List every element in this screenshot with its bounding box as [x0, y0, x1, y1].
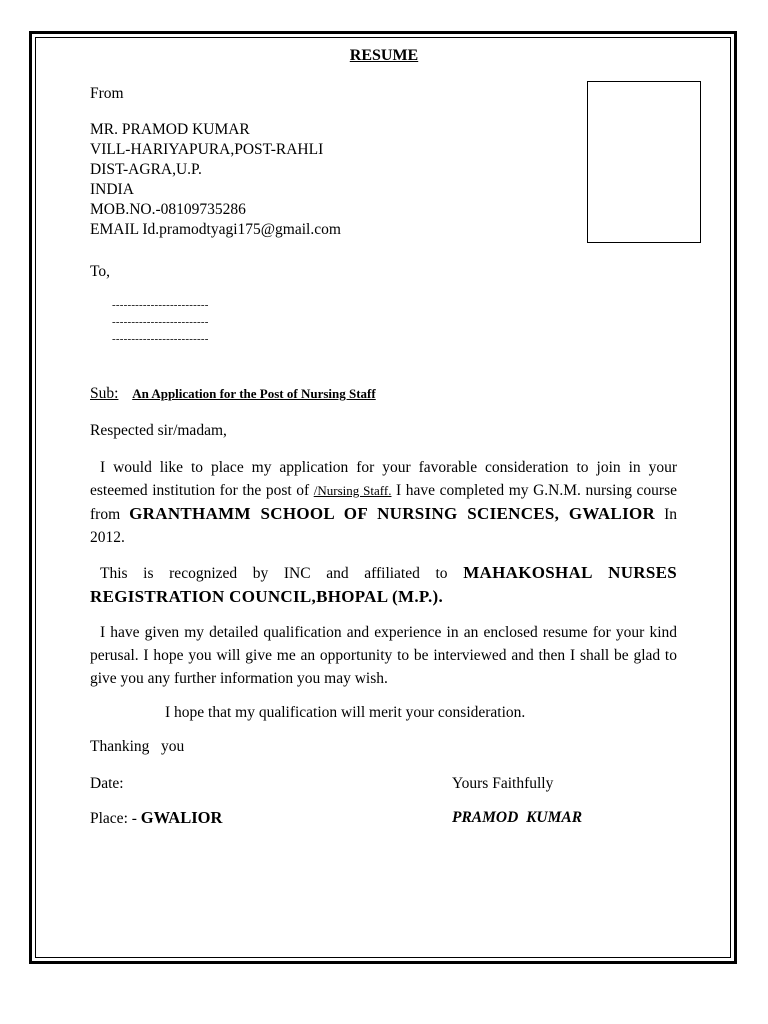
paragraph-recognition [90, 561, 677, 609]
paragraph-merit: I hope that my qualification will merit your consideration. [165, 704, 526, 721]
subject-label: Sub: [90, 385, 119, 402]
paragraph-qualification: I have given my detailed qualification and experience in an enclosed resume for your kind perusal. I hope you will give me an opportunity to be interviewed and then I shall be glad to give you any further information you may wish. [90, 624, 677, 687]
date-label: Date: [90, 775, 124, 792]
from-label: From [90, 85, 124, 102]
thanking-line: Thanking you [90, 738, 185, 755]
paragraph-text: I have completed my G.N.M. nursing course from [90, 482, 678, 523]
paragraph-application [90, 456, 677, 549]
to-label: To, [90, 263, 111, 280]
sender-country: INDIA [90, 181, 134, 198]
recipient-blank-line: ------------------------- [112, 316, 209, 328]
subject-text: An Application for the Post of Nursing Staff [132, 386, 376, 401]
subject-line [90, 385, 376, 403]
closing-text: Yours Faithfully [452, 775, 554, 792]
sender-name: MR. PRAMOD KUMAR [90, 121, 250, 138]
paragraph-text: This is recognized by INC and affiliated to [100, 565, 448, 582]
paragraph-text: I would like to place my application for your favorable consideration to join in your esteemed institution for the post of [90, 459, 677, 499]
photo-placeholder [587, 81, 701, 243]
recipient-blank-line: ------------------------- [112, 333, 209, 345]
sender-email: EMAIL Id.pramodtyagi175@gmail.com [90, 221, 341, 238]
document-title: RESUME [349, 47, 419, 64]
salutation: Respected sir/madam, [90, 422, 227, 439]
council-name: MAHAKOSHAL NURSES REGISTRATION COUNCIL,BHOPAL (M.P.). [90, 563, 678, 606]
place-value: GWALIOR [140, 808, 223, 827]
sender-village: VILL-HARIYAPURA,POST-RAHLI [90, 141, 324, 158]
signature-name: PRAMOD KUMAR [452, 809, 583, 826]
paragraph-text: In 2012. [90, 506, 678, 546]
sender-district: DIST-AGRA,U.P. [90, 161, 202, 178]
post-name: /Nursing Staff. [313, 483, 392, 498]
recipient-blank-line: ------------------------- [112, 299, 209, 311]
sender-mobile: MOB.NO.-08109735286 [90, 201, 246, 218]
place-label: Place: - [90, 810, 137, 827]
place-line [90, 808, 222, 829]
school-name: GRANTHAMM SCHOOL OF NURSING SCIENCES, GWALIOR [129, 504, 656, 523]
